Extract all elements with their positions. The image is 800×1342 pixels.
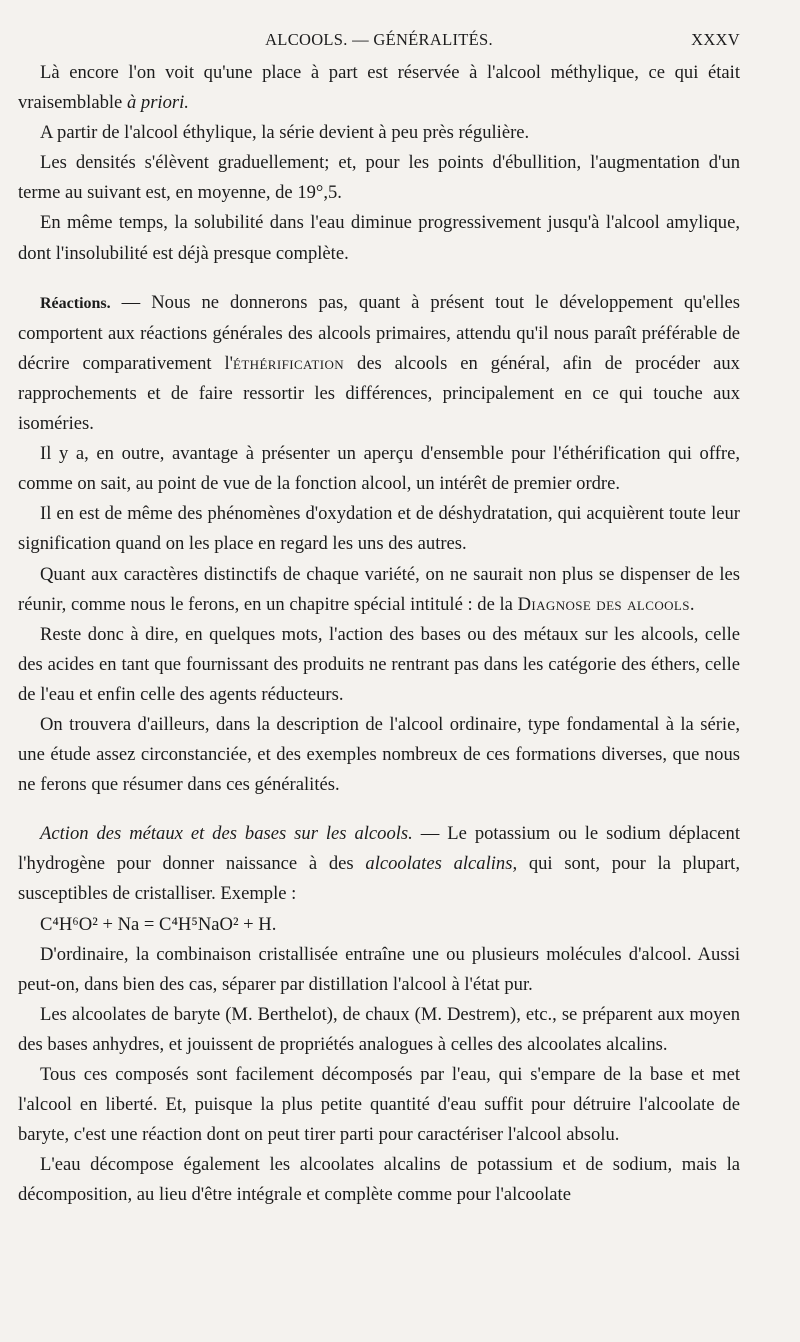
paragraph-2: A partir de l'alcool éthylique, la série devient à peu près régulière. xyxy=(40,122,530,144)
section-heading-action-metaux: Action des métaux et des bases sur les alcools. xyxy=(40,823,413,845)
running-title: ALCOOLS. — GÉNÉRALITÉS. xyxy=(265,30,493,49)
paragraph-5-text-a: — Nous ne donnerons pas, quant à présent tout le développement qu'elles comportent aux réactions générales des alcools primaires, attendu qu'il nous paraît préférable de décrire comparativement l' xyxy=(18,291,740,374)
paragraph-1-italic: à priori. xyxy=(126,92,189,114)
paragraph-4: En même temps, la solubilité dans l'eau diminue progressivement jusqu'à l'alcool amylique, dont l'insolubilité est déjà presque complète. xyxy=(18,212,740,264)
paragraph-reactions xyxy=(18,288,740,439)
paragraph-9: Reste donc à dire, en quelques mots, l'action des bases ou des métaux sur les alcools, celle des acides en tant que fournissant des produits ne rentrant pas dans les catégorie des éthers, celle de l'eau et enfin celle des agents réducteurs. xyxy=(18,623,740,705)
paragraph-11-text-a: — Le potassium ou le sodium déplacent l'hydrogène pour donner naissance à des xyxy=(18,823,741,875)
paragraph-3: Les densités s'élèvent graduellement; et, pour les points d'ébullition, l'augmentation d'un terme au suivant est, en moyenne, de 19°,5. xyxy=(18,152,740,204)
paragraph-14: Tous ces composés sont facilement décomposés par l'eau, qui s'empare de la base et met l'alcool en liberté. Et, puisque la plus petite quantité d'eau suffit pour détruire l'alcoolate de baryte, c'est une réaction dont on peut tirer parti pour caractériser l'alcool absolu. xyxy=(18,1064,740,1146)
running-head xyxy=(18,30,740,54)
paragraph-10: On trouvera d'ailleurs, dans la description de l'alcool ordinaire, type fondamental à la série, une étude assez circonstanciée, et des exemples nombreux de ces formations diverses, que nous ne ferons que résumer dans ces généralités. xyxy=(18,713,740,796)
paragraph-5-text-b: des alcools en général, afin de procéder aux rapprochements et de faire ressortir les différences, principalement en ce qui touche aux isoméries. xyxy=(18,352,740,435)
paragraph-15: L'eau décompose également les alcoolates alcalins de potassium et de sodium, mais la décomposition, au lieu d'être intégrale et complète comme pour l'alcoolate xyxy=(18,1154,740,1206)
paragraph-11-italic-term: alcoolates alcalins, xyxy=(365,853,518,875)
paragraph-1 xyxy=(18,58,740,118)
paragraph-6: Il y a, en outre, avantage à présenter un aperçu d'ensemble pour l'éthérification qui offre, comme on sait, au point de vue de la fonction alcool, un intérêt de premier ordre. xyxy=(18,443,740,495)
paragraph-7: Il en est de même des phénomènes d'oxydation et de déshydratation, qui acquièrent toute leur signification quand on les place en regard les uns des autres. xyxy=(18,503,740,555)
chemical-formula: C⁴H⁶O² + Na = C⁴H⁵NaO² + H. xyxy=(40,913,277,935)
paragraph-13: Les alcoolates de baryte (M. Berthelot), de chaux (M. Destrem), etc., se préparent aux moyen des bases anhydres, et jouissent de propriétés analogues à celles des alcoolates alcalins. xyxy=(18,1003,740,1055)
paragraph-1-text: Là encore l'on voit qu'une place à part est réservée à l'alcool méthylique, ce qui était vraisemblable xyxy=(18,62,740,114)
small-caps-diagnose: Diagnose des alcools. xyxy=(517,593,695,615)
paragraph-8-text: Quant aux caractères distinctifs de chaque variété, on ne saurait non plus se dispenser de les réunir, comme nous le ferons, en un chapitre spécial intitulé : de la xyxy=(18,563,740,615)
paragraph-8 xyxy=(18,560,740,620)
page-number: XXXV xyxy=(691,30,740,49)
section-keyword-reactions: Réactions. xyxy=(40,294,111,312)
body-text xyxy=(18,58,740,1210)
paragraph-action-metaux xyxy=(18,819,740,909)
paragraph-12: D'ordinaire, la combinaison cristallisée entraîne une ou plusieurs molécules d'alcool. Aussi peut-on, dans bien des cas, séparer par distillation l'alcool à l'état pur. xyxy=(18,943,740,995)
document-page xyxy=(18,0,740,1342)
paragraph-11-text-b: qui sont, pour la plupart, susceptibles de cristalliser. Exemple : xyxy=(18,853,740,905)
small-caps-etherification: éthérification xyxy=(233,352,345,374)
